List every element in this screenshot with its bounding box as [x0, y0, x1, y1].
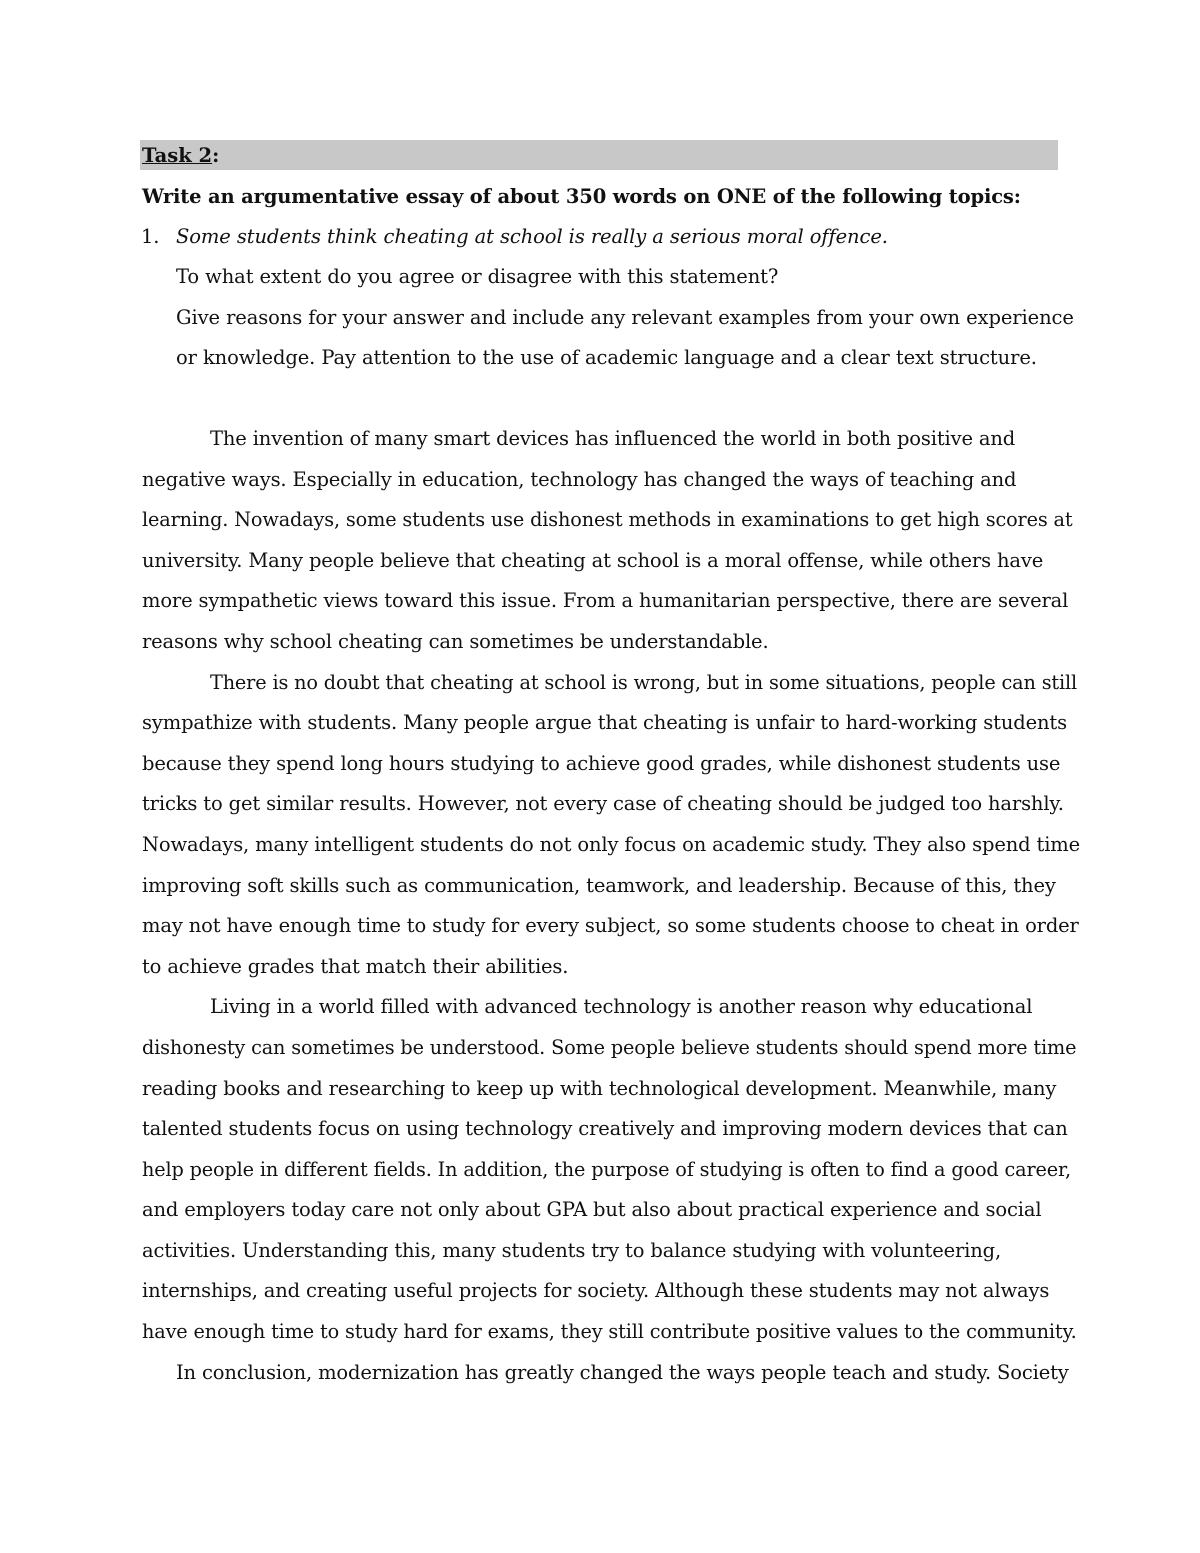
- essay-line: tricks to get similar results. However, not every case of cheating should be judged too harshly.: [142, 792, 1064, 816]
- essay-line: help people in different fields. In addition, the purpose of studying is often to find a good career,: [142, 1157, 1071, 1181]
- essay-line: and employers today care not only about GPA but also about practical experience and social: [142, 1198, 1042, 1222]
- task-heading-highlight: [140, 140, 1058, 170]
- topic-guidance-line-2: or knowledge. Pay attention to the use of academic language and a clear text structure.: [176, 346, 1037, 369]
- task-heading-colon: :: [212, 144, 220, 167]
- essay-line: to achieve grades that match their abilities.: [142, 954, 569, 978]
- essay-line: The invention of many smart devices has influenced the world in both positive and: [210, 427, 1016, 450]
- topic-statement: Some students think cheating at school is really a serious moral offence.: [176, 225, 888, 248]
- essay-line: There is no doubt that cheating at school is wrong, but in some situations, people can still: [210, 670, 1078, 694]
- essay-line: may not have enough time to study for every subject, so some students choose to cheat in order: [142, 914, 1079, 938]
- essay-line: learning. Nowadays, some students use dishonest methods in examinations to get high scores at: [142, 508, 1073, 532]
- essay-line: Living in a world filled with advanced technology is another reason why educational: [210, 995, 1033, 1019]
- essay-line: talented students focus on using technology creatively and improving modern devices that can: [142, 1117, 1068, 1141]
- topic-guidance-line-1: Give reasons for your answer and include any relevant examples from your own experience: [176, 306, 1074, 329]
- essay-body: [142, 424, 1081, 1398]
- essay-line: more sympathetic views toward this issue. From a humanitarian perspective, there are several: [142, 589, 1069, 613]
- topic-question: To what extent do you agree or disagree with this statement?: [176, 265, 779, 288]
- task-heading: [142, 141, 219, 171]
- topic-number: 1.: [141, 225, 160, 248]
- essay-line: In conclusion, modernization has greatly changed the ways people teach and study. Society: [176, 1360, 1069, 1384]
- essay-line: because they spend long hours studying to achieve good grades, while dishonest students use: [142, 751, 1061, 775]
- essay-line: reasons why school cheating can sometimes be understandable.: [142, 629, 769, 653]
- essay-line: activities. Understanding this, many students try to balance studying with volunteering,: [142, 1238, 1002, 1262]
- essay-line: university. Many people believe that cheating at school is a moral offense, while others have: [142, 548, 1044, 572]
- essay-line: improving soft skills such as communication, teamwork, and leadership. Because of this, they: [142, 873, 1056, 897]
- essay-line: dishonesty can sometimes be understood. Some people believe students should spend more time: [142, 1035, 1077, 1059]
- task-instruction: Write an argumentative essay of about 350 words on ONE of the following topics:: [142, 185, 1021, 208]
- essay-line: reading books and researching to keep up with technological development. Meanwhile, many: [142, 1076, 1057, 1100]
- essay-line: have enough time to study hard for exams, they still contribute positive values to the community.: [142, 1320, 1077, 1344]
- essay-line: negative ways. Especially in education, technology has changed the ways of teaching and: [142, 467, 1017, 491]
- task-heading-label: Task 2: [142, 144, 213, 167]
- essay-line: internships, and creating useful projects for society. Although these students may not always: [142, 1279, 1050, 1303]
- essay-line: sympathize with students. Many people argue that cheating is unfair to hard-working students: [142, 711, 1067, 735]
- essay-line: Nowadays, many intelligent students do not only focus on academic study. They also spend time: [142, 832, 1081, 856]
